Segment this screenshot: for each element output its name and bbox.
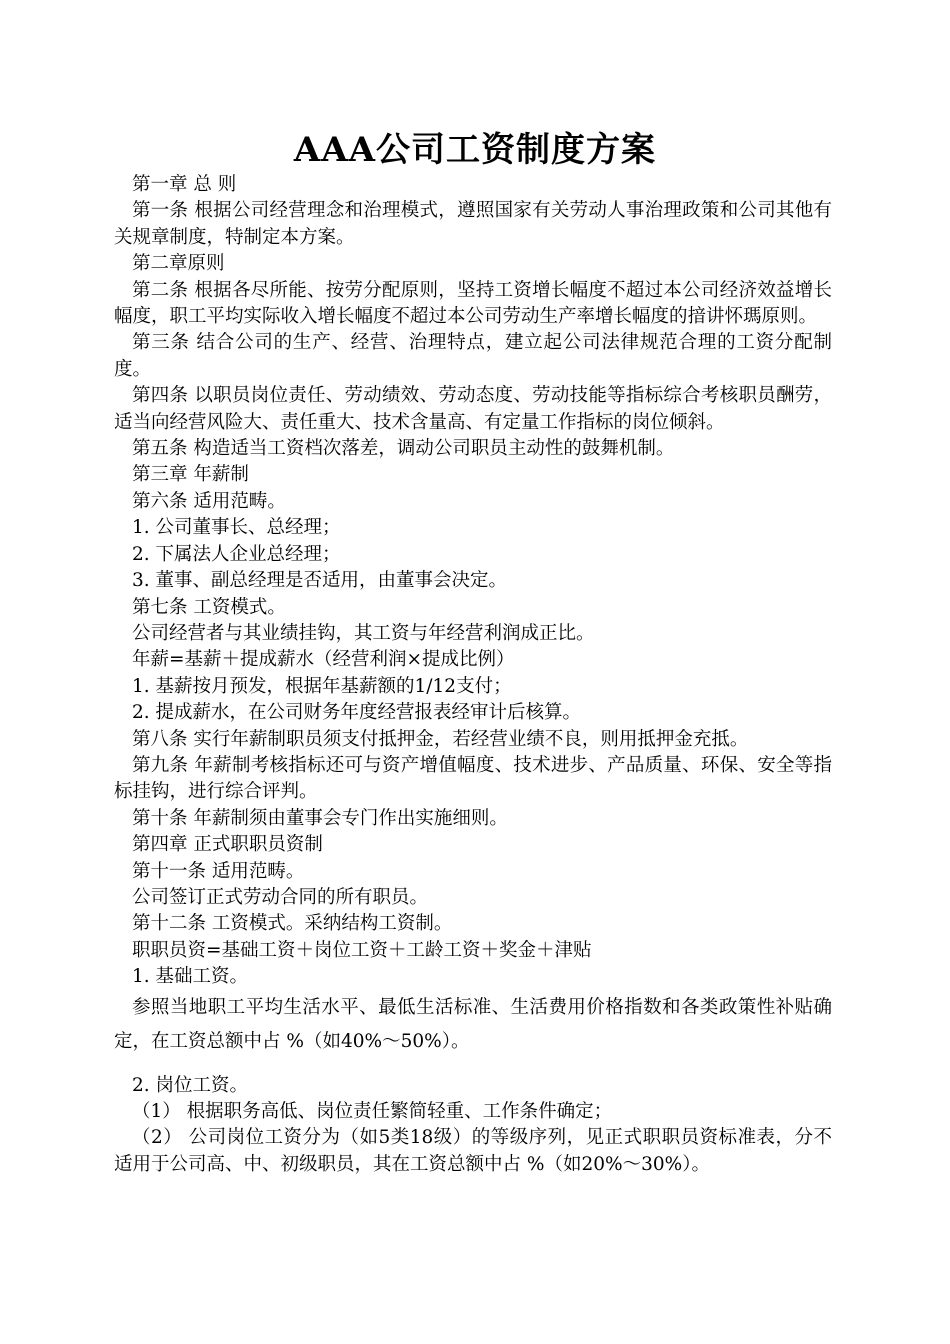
document-body [114,172,832,1178]
paragraph: 公司签订正式劳动合同的所有职员。 [132,886,429,908]
chapter-1-heading: 第一章 总 则 [132,174,237,195]
list-item: 3. 董事、副总经理是否适用，由董事会决定。 [132,570,508,592]
list-item: （1） 根据职务高低、岗位责任繁简轻重、工作条件确定； [132,1101,613,1122]
chapter-4-heading: 第四章 正式职职员资制 [132,834,323,856]
chapter-2-heading: 第二章原则 [132,253,225,275]
paragraph: 公司经营者与其业绩挂钩，其工资与年经营利润成正比。 [132,622,595,644]
list-item: 2. 岗位工资。 [132,1074,249,1096]
article-4: 第四条 以职员岗位责任、劳动绩效、劳动态度、劳动技能等指标综合考核职员酬劳，适当向经营风险大、责任重大、技术含量高、有定量工作指标的岗位倾斜。 [114,385,832,433]
article-11: 第十一条 适用范畴。 [132,860,305,882]
list-item: 1. 公司董事长、总经理； [132,517,341,539]
paragraph: 参照当地职工平均生活水平、最低生活标准、生活费用价格指数和各类政策性补贴确定，在工资总额中占 %（如40%～50%）。 [114,996,832,1052]
formula-annual-salary: 年薪=基薪＋提成薪水（经营利润×提成比例） [132,649,515,671]
chapter-3-heading: 第三章 年薪制 [132,464,249,486]
article-10: 第十条 年薪制须由董事会专门作出实施细则。 [132,807,508,829]
list-item: 2. 下属法人企业总经理； [132,543,341,565]
list-item: 2. 提成薪水，在公司财务年度经营报表经审计后核算。 [132,702,582,724]
formula-staff-salary: 职职员资=基础工资＋岗位工资＋工龄工资＋奖金＋津贴 [132,939,592,961]
list-item: 1. 基础工资。 [132,966,249,988]
document-title: AAA公司工资制度方案 [293,130,657,170]
article-12: 第十二条 工资模式。采纳结构工资制。 [132,913,453,935]
list-item: 1. 基薪按月预发，根据年基薪额的1/12支付； [132,675,512,697]
article-2: 第二条 根据各尽所能、按劳分配原则，坚持工资增长幅度不超过本公司经济效益增长幅度，职工平均实际收入增长幅度不超过本公司劳动生产率增长幅度的揞讲怀瑪原则。 [114,279,832,328]
article-3: 第三条 结合公司的生产、经营、治理特点，建立起公司法律规范合理的工资分配制度。 [114,332,832,380]
article-6: 第六条 适用范畴。 [132,490,286,512]
article-7: 第七条 工资模式。 [132,596,286,618]
list-item: （2） 公司岗位工资分为（如5类18级）的等级序列，见正式职职员资标准表，分不适用于公司高、中、初级职员，其在工资总额中占 %（如20%～30%）。 [114,1127,832,1175]
article-5: 第五条 构造适当工资档次落差，调动公司职员主动性的鼓舞机制。 [132,438,675,460]
article-8: 第八条 实行年薪制职员须支付抵押金，若经营业绩不良，则用抵押金充抵。 [132,728,749,750]
article-9: 第九条 年薪制考核指标还可与资产增值幅度、技术进步、产品质量、环保、安全等指标挂钩，进行综合评判。 [114,754,832,803]
article-1: 第一条 根据公司经营理念和治理模式，遵照国家有关劳动人事治理政策和公司其他有关规章制度，特制定本方案。 [114,200,832,248]
